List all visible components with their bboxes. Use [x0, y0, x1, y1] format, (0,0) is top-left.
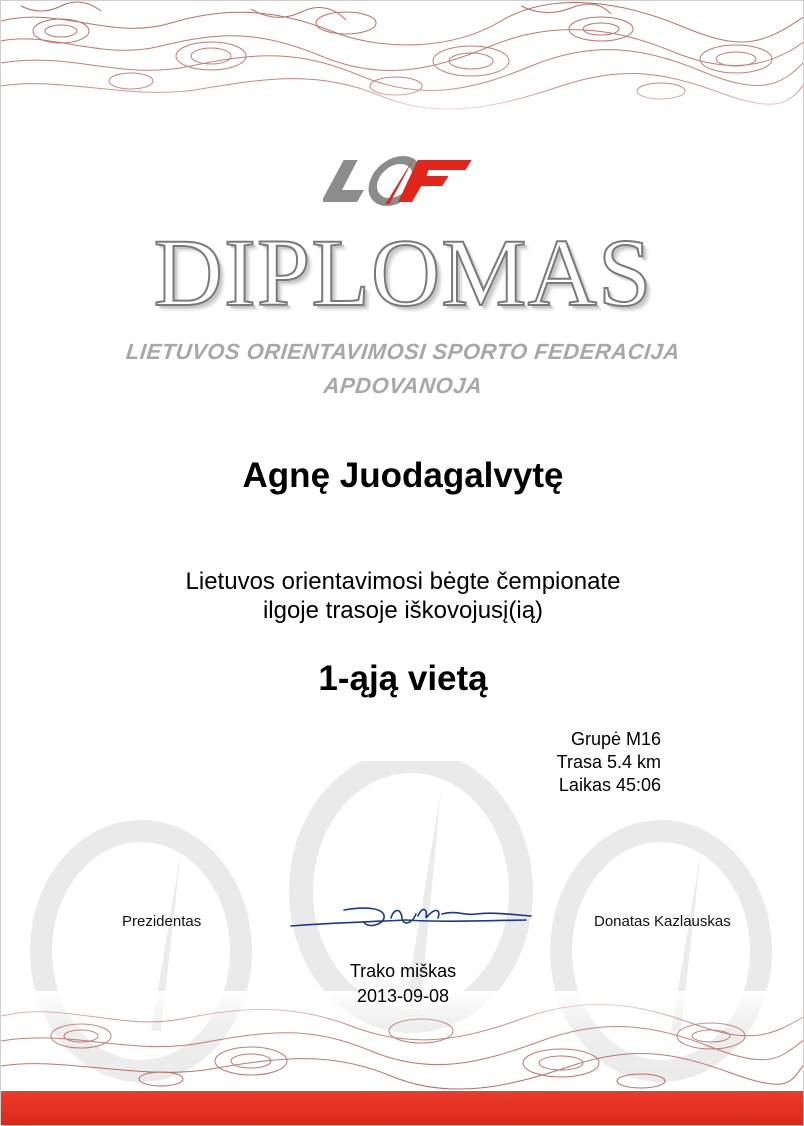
topographic-border-top: [1, 1, 804, 121]
footer-red-bar: [1, 1091, 804, 1126]
achievement-line-1: Lietuvos orientavimosi bėgte čempionate: [185, 568, 621, 595]
achievement-line-2: ilgoje trasoje iškovojusį(ią): [262, 597, 544, 624]
handwritten-signature: [286, 896, 536, 936]
placement: 1-ąją vietą: [318, 659, 488, 698]
course-length: Trasa 5.4 km: [556, 752, 661, 772]
signer-role: Prezidentas: [122, 913, 202, 930]
awards-verb: APDOVANOJA: [322, 373, 484, 398]
signer-name: Donatas Kazlauskas: [594, 913, 731, 930]
event-location: Trako miškas: [349, 961, 457, 981]
group-label: Grupė M16: [570, 729, 661, 749]
finish-time: Laikas 45:06: [558, 775, 661, 795]
event-date: 2013-09-08: [356, 986, 450, 1006]
losf-logo: [323, 156, 488, 206]
svg-text:LOSF: LOSF: [323, 156, 326, 157]
result-details: [531, 728, 661, 797]
diploma-title: DIPLOMAS: [153, 219, 653, 326]
federation-name: LIETUVOS ORIENTAVIMOSI SPORTO FEDERACIJA: [124, 339, 682, 364]
recipient-name: Agnę Juodagalvytę: [242, 456, 564, 495]
